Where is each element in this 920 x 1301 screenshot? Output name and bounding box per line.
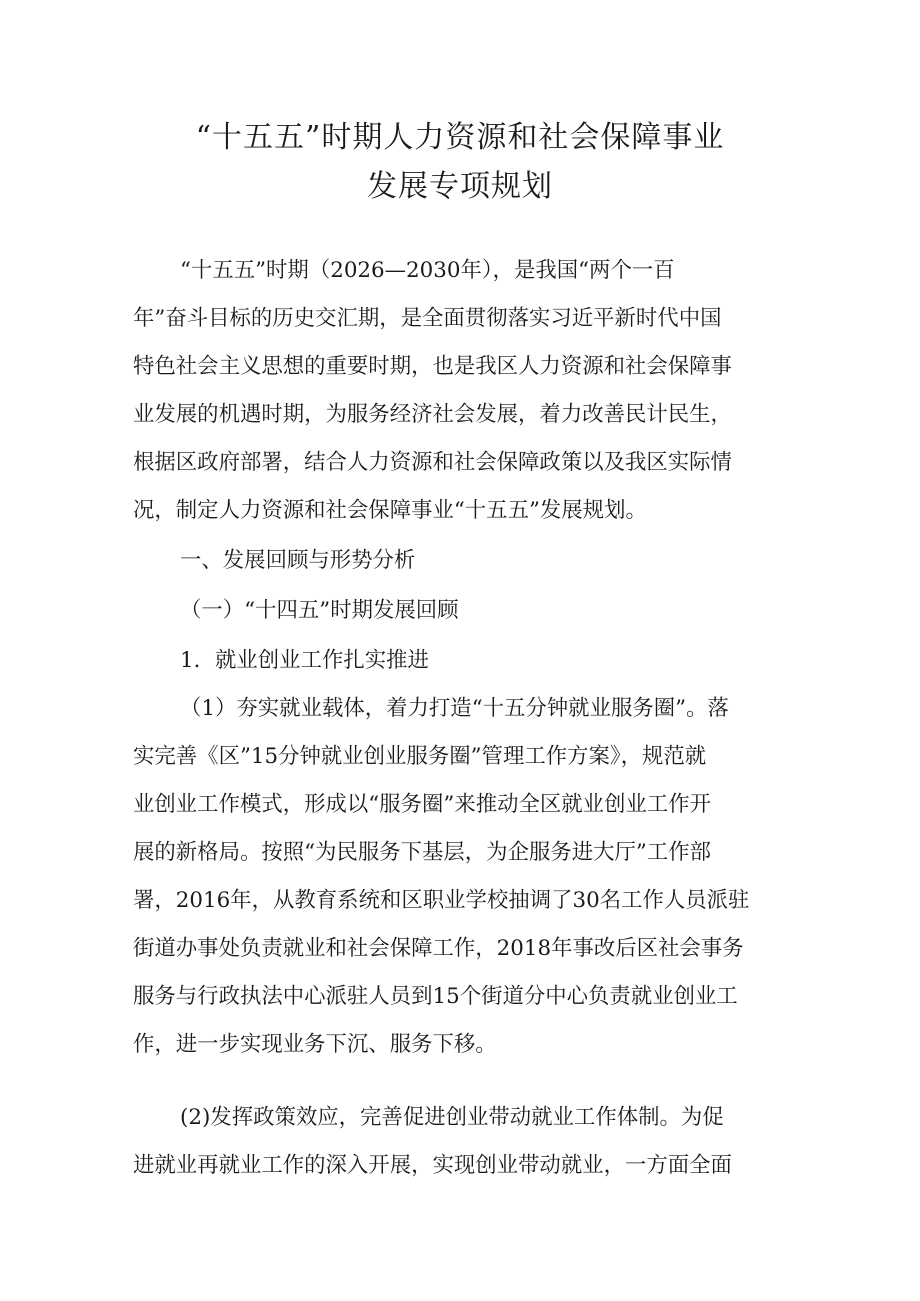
paragraph-line: 实完善《区”15分钟就业创业服务圈”管理工作方案》，规范就 [133,744,707,769]
paragraph-line: 业创业工作模式，形成以“服务圈”来推动全区就业创业工作开 [133,792,712,817]
paragraph-line: 展的新格局。按照“为民服务下基层，为企服务进大厅”工作部 [133,840,712,865]
subsection-heading: （一）“十四五”时期发展回顾 [180,598,459,623]
paragraph-line: 署，2016年，从教育系统和区职业学校抽调了30名工作人员派驻 [133,888,750,913]
document-title-line-1: “十五五”时期人力资源和社会保障事业 [195,120,725,155]
paragraph-line: 作，进一步实现业务下沉、服务下移。 [133,1032,497,1057]
section-heading: 一、发展回顾与形势分析 [180,548,416,573]
paragraph-line: “十五五”时期（2026—2030年），是我国“两个一百 [180,258,675,283]
paragraph-line: 年”奋斗目标的历史交汇期，是全面贯彻落实习近平新时代中国 [133,306,722,331]
paragraph-line: 特色社会主义思想的重要时期，也是我区人力资源和社会保障事 [133,354,732,379]
paragraph-line: （1）夯实就业载体，着力打造“十五分钟就业服务圈”。落 [180,696,729,721]
document-title-line-2: 发展专项规划 [367,169,553,204]
paragraph-line: 业发展的机遇时期，为服务经济社会发展，着力改善民计民生， [133,402,732,427]
paragraph-line: 根据区政府部署，结合人力资源和社会保障政策以及我区实际情 [133,450,732,475]
paragraph-line: 进就业再就业工作的深入开展，实现创业带动就业，一方面全面 [133,1153,732,1178]
paragraph-line: 街道办事处负责就业和社会保障工作，2018年事改后区社会事务 [133,936,744,961]
paragraph-line: (2)发挥政策效应，完善促进创业带动就业工作体制。为促 [180,1105,724,1130]
item-heading: 1．就业创业工作扎实推进 [180,648,429,673]
paragraph-line: 况，制定人力资源和社会保障事业“十五五”发展规划。 [133,498,647,523]
paragraph-line: 服务与行政执法中心派驻人员到15个街道分中心负责就业创业工 [133,984,738,1009]
